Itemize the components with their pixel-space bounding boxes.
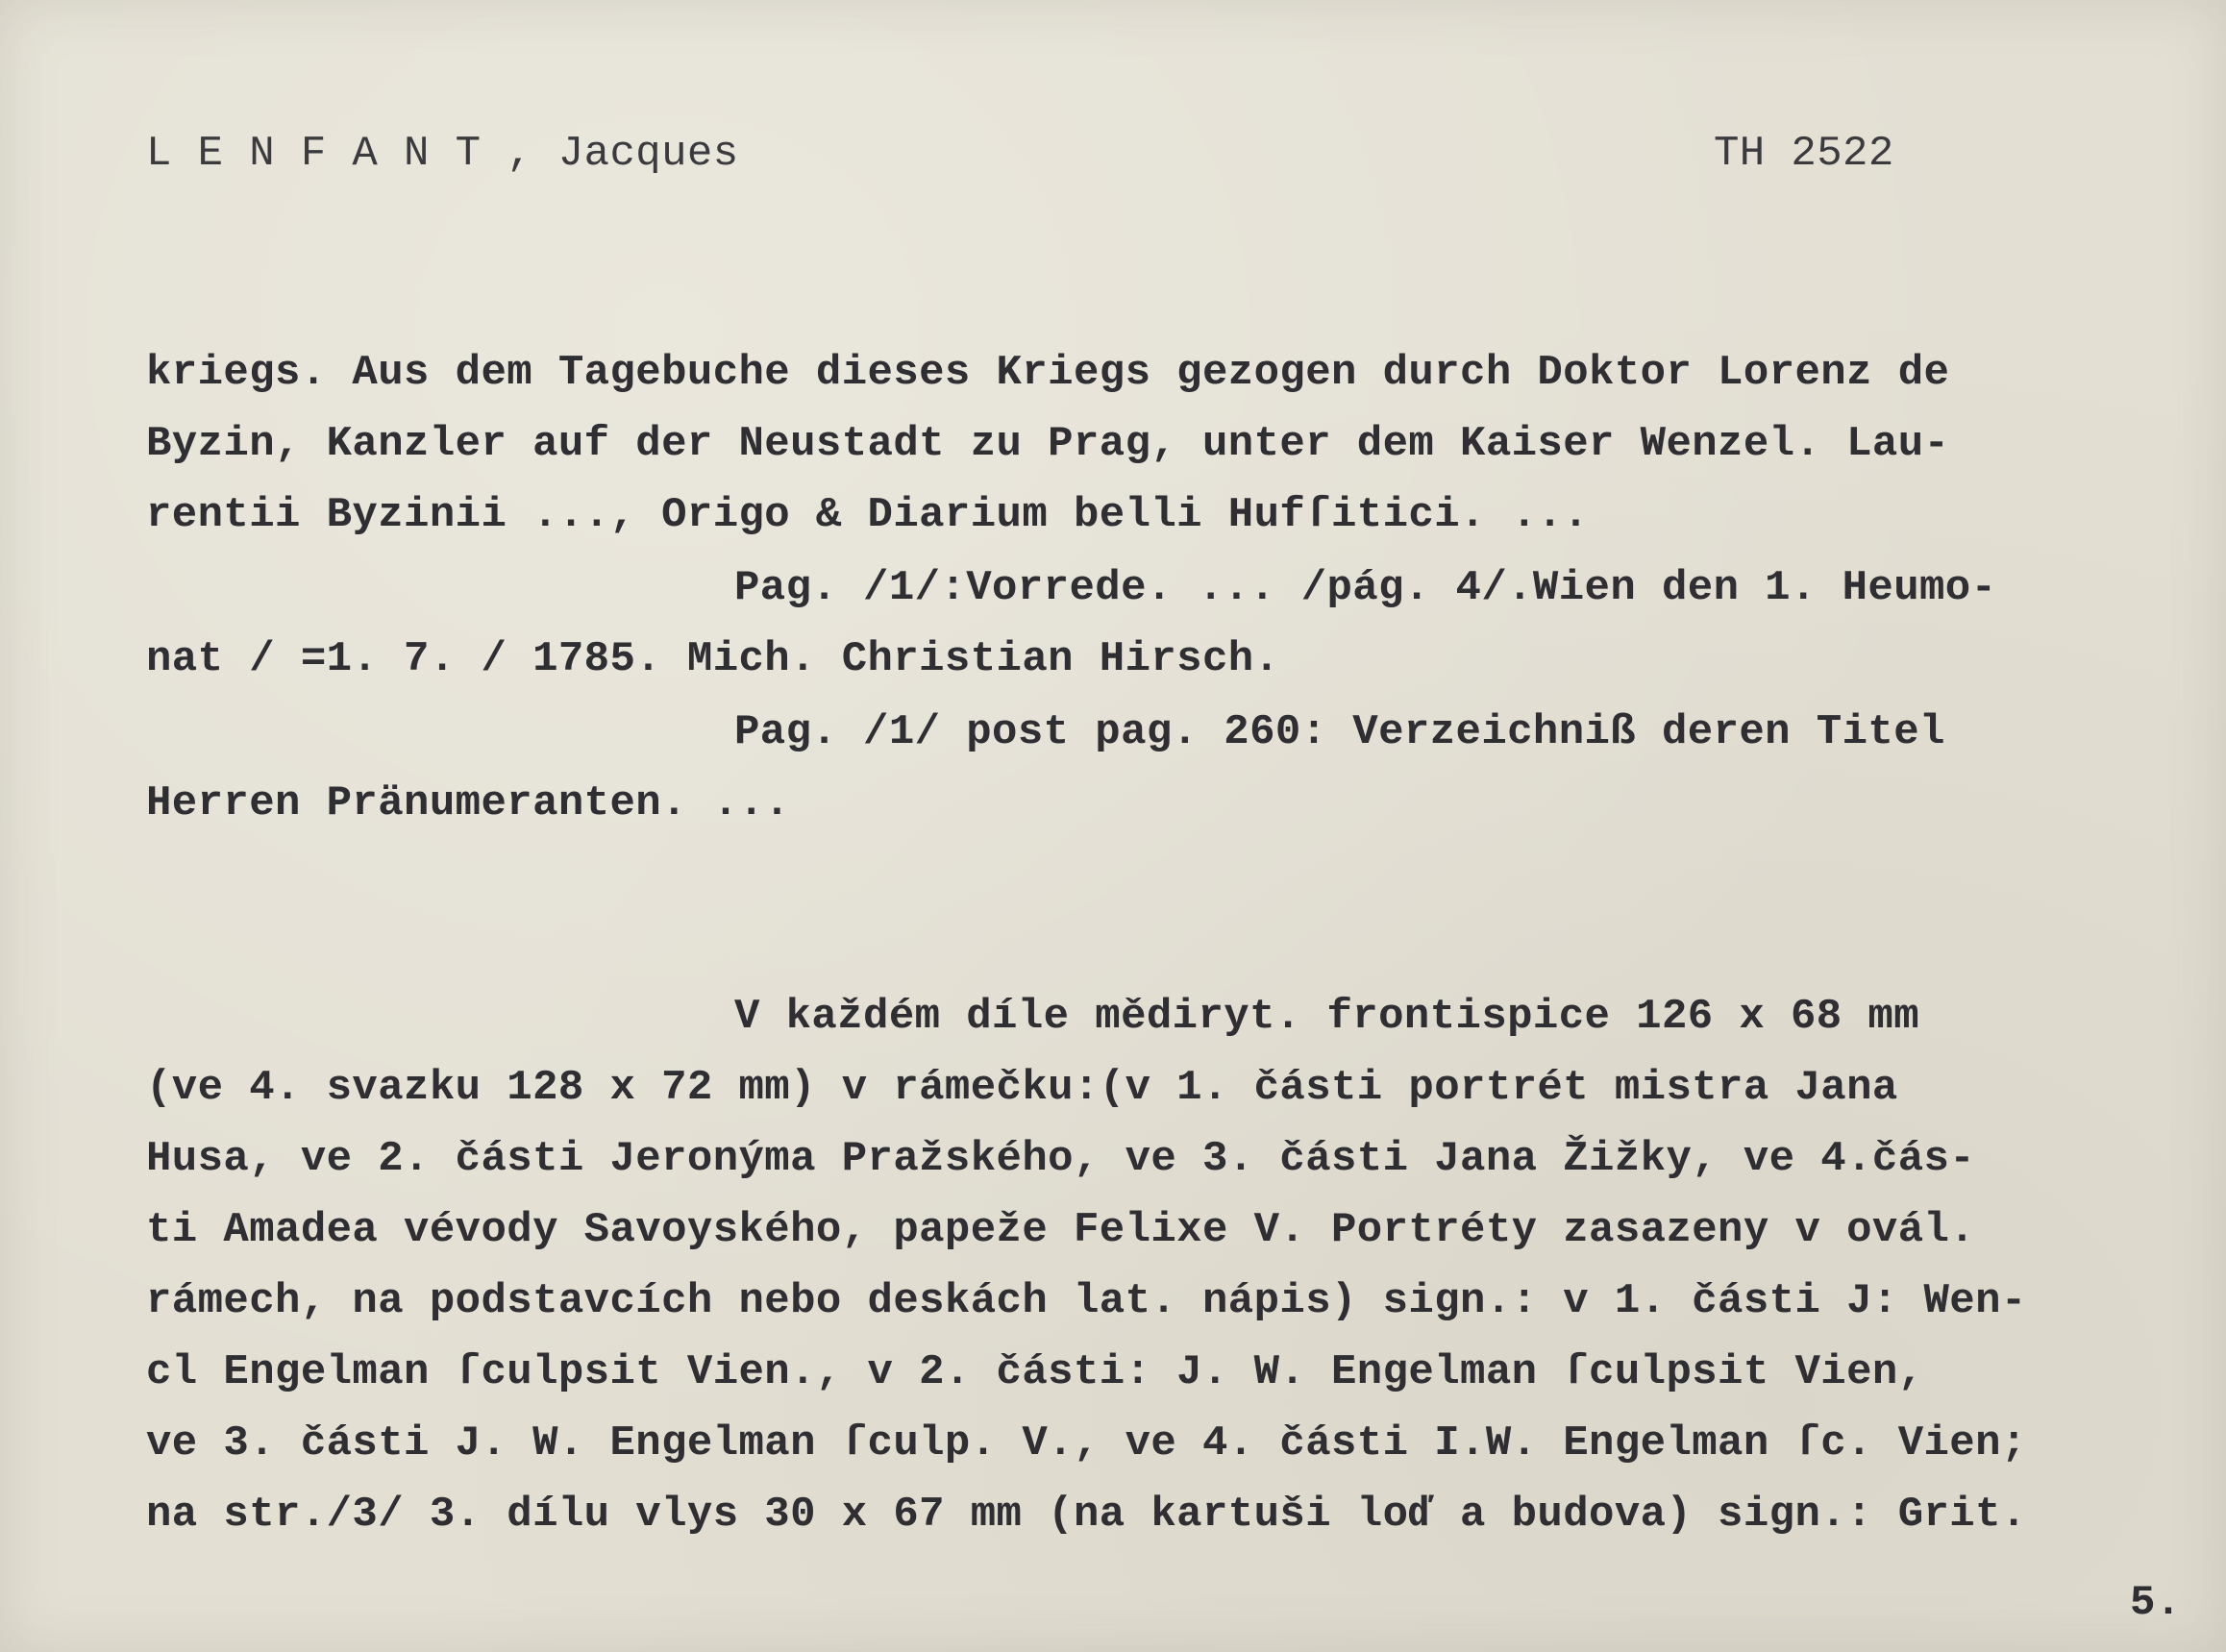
description-line-6: cl Engelman ſculpsit Vien., v 2. části: J. W. Engelman ſculpsit Vien, xyxy=(146,1348,1924,1396)
note-line-4: Herren Pränumeranten. ... xyxy=(146,779,791,827)
note-line-1: Pag. /1/:Vorrede. ... /pág. 4/.Wien den 1. Heumo- xyxy=(734,564,1997,612)
description-line-7: ve 3. části J. W. Engelman ſculp. V., ve 4. části I.W. Engelman ſc. Vien; xyxy=(146,1419,2027,1467)
note-line-3: Pag. /1/ post pag. 260: Verzeichniß deren Titel xyxy=(734,708,1945,756)
author-heading: L E N F A N T , Jacques xyxy=(146,130,739,178)
call-number: TH 2522 xyxy=(1714,130,1894,178)
page-number: 5. xyxy=(2130,1579,2182,1627)
title-line-3: rentii Byzinii ..., Origo & Diarium belli Hufſitici. ... xyxy=(146,491,1590,539)
description-line-8: na str./3/ 3. dílu vlys 30 x 67 mm (na kartuši loď a budova) sign.: Grit. xyxy=(146,1491,2027,1539)
title-line-2: Byzin, Kanzler auf der Neustadt zu Prag, unter dem Kaiser Wenzel. Lau- xyxy=(146,420,1950,468)
description-line-4: ti Amadea vévody Savoyského, papeže Felixe V. Portréty zasazeny v ovál. xyxy=(146,1206,1976,1254)
description-line-1: V každém díle mědiryt. frontispice 126 x 68 mm xyxy=(734,993,1919,1041)
description-line-3: Husa, ve 2. části Jeronýma Pražského, ve 3. části Jana Žižky, ve 4.čás- xyxy=(146,1135,1976,1183)
title-line-1: kriegs. Aus dem Tagebuche dieses Kriegs gezogen durch Doktor Lorenz de xyxy=(146,349,1950,397)
note-line-2: nat / =1. 7. / 1785. Mich. Christian Hirsch. xyxy=(146,635,1280,683)
description-line-2: (ve 4. svazku 128 x 72 mm) v rámečku:(v 1. části portrét mistra Jana xyxy=(146,1064,1898,1112)
description-line-5: rámech, na podstavcích nebo deskách lat. nápis) sign.: v 1. části J: Wen- xyxy=(146,1277,2027,1325)
